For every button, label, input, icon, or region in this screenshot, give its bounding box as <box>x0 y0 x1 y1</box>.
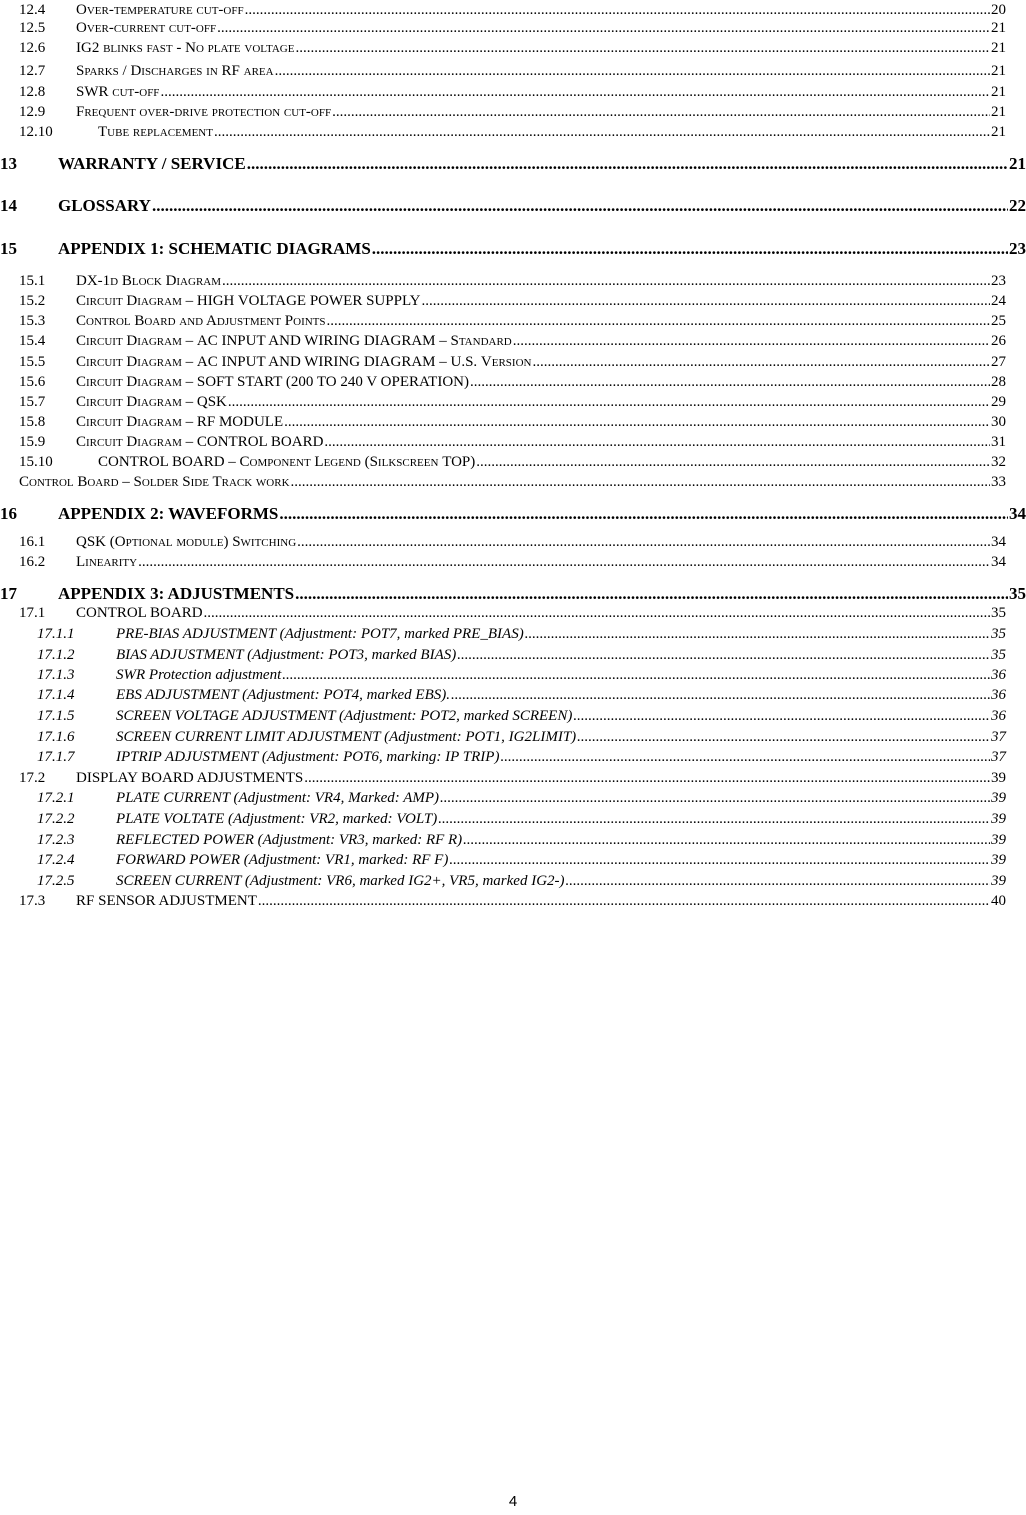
toc-entry[interactable] <box>19 0 1006 20</box>
toc-entry-title-part: Control Board and Adjustment Points <box>76 313 326 329</box>
toc-entry-title-part: Sparks / Discharges in RF area <box>76 63 274 79</box>
toc-entry-number: 15.9 <box>19 434 46 450</box>
toc-entry[interactable] <box>37 685 1006 705</box>
toc-entry-title-part: SCREEN CURRENT (Adjustment: VR6, marked IG2+, VR5, marked IG2-) <box>116 873 565 889</box>
toc-entry-number: 17 <box>0 584 17 603</box>
dot-leader <box>449 850 990 870</box>
dot-leader <box>214 122 990 142</box>
toc-entry-number: 17.1.3 <box>37 667 75 683</box>
toc-entry-page: 39 <box>991 852 1006 868</box>
toc-entry[interactable] <box>37 830 1006 850</box>
toc-entry-title-part: HIGH VOLTAGE POWER SUPPLY <box>196 293 421 309</box>
toc-entry-title-part: WARRANTY / SERVICE <box>58 154 246 173</box>
toc-entry-page: 22 <box>1009 196 1026 215</box>
toc-entry-title-part: Circuit Diagram – <box>76 333 197 349</box>
toc-entry[interactable] <box>19 352 1006 372</box>
toc-entry[interactable] <box>19 412 1006 432</box>
toc-entry-title <box>76 0 244 20</box>
toc-entry-page: 35 <box>1009 584 1026 603</box>
toc-entry-title <box>76 311 326 331</box>
dot-leader <box>258 891 990 911</box>
dot-leader <box>297 532 990 552</box>
toc-entry-title-part: APPENDIX 2: WAVEFORMS <box>58 504 279 523</box>
toc-entry-number: 15.1 <box>19 273 46 289</box>
toc-entry[interactable] <box>37 871 1006 891</box>
page-number: 4 <box>508 1493 518 1510</box>
toc-entry-number: 17.1.2 <box>37 647 75 663</box>
toc-entry-title-part: SWR Protection adjustment <box>116 667 282 683</box>
toc-entry-title <box>116 788 439 808</box>
toc-entry-title-part: APPENDIX 1: SCHEMATIC DIAGRAMS <box>58 239 371 258</box>
toc-entry-page: 34 <box>991 534 1006 550</box>
toc-entry-number: 17.1.5 <box>37 708 75 724</box>
toc-entry-title-part: GLOSSARY <box>58 196 151 215</box>
toc-entry[interactable] <box>19 452 1006 472</box>
toc-entry-title-part: REFLECTED POWER (Adjustment: VR3, marked: RF R) <box>116 832 463 848</box>
toc-entry-page: 39 <box>991 790 1006 806</box>
toc-entry-title <box>116 871 565 891</box>
dot-leader <box>324 432 990 452</box>
toc-entry-page: 31 <box>991 434 1006 450</box>
toc-entry-number: 12.6 <box>19 40 46 56</box>
toc-entry-title <box>116 850 448 870</box>
toc-entry-number: 17.1 <box>19 605 46 621</box>
dot-leader <box>573 706 990 726</box>
toc-entry-page: 21 <box>991 63 1006 79</box>
toc-entry-page: 21 <box>1009 154 1026 173</box>
toc-entry[interactable] <box>19 472 1006 492</box>
toc-entry[interactable] <box>19 331 1006 351</box>
toc-entry-number: 17.2 <box>19 770 46 786</box>
toc-entry-title <box>116 685 450 705</box>
toc-entry-page: 39 <box>991 873 1006 889</box>
dot-leader <box>282 665 990 685</box>
toc-entry-number: 16.1 <box>19 534 46 550</box>
toc-entry-number: 15.10 <box>19 454 53 470</box>
toc-entry-number: 12.5 <box>19 20 46 36</box>
toc-entry-title-part: SCREEN CURRENT LIMIT ADJUSTMENT (Adjustment: POT1, IG2LIMIT) <box>116 729 577 745</box>
dot-leader <box>513 331 990 351</box>
toc-entry-title-part: EBS ADJUSTMENT (Adjustment: POT4, marked EBS). <box>116 687 450 703</box>
toc-entry-page: 34 <box>991 554 1006 570</box>
dot-leader <box>421 291 990 311</box>
dot-leader <box>525 624 990 644</box>
toc-entry[interactable] <box>19 532 1006 552</box>
toc-entry-title <box>76 38 294 58</box>
toc-entry-number: 12.4 <box>19 2 46 18</box>
toc-entry[interactable] <box>19 432 1006 452</box>
toc-entry-title <box>19 472 290 492</box>
dot-leader <box>332 102 990 122</box>
toc-entry-title <box>116 645 456 665</box>
toc-entry-page: 20 <box>991 2 1006 18</box>
toc-entry-number: 17.2.2 <box>37 811 75 827</box>
dot-leader <box>222 271 990 291</box>
toc-entry-title <box>76 412 283 432</box>
toc-entry-title <box>116 809 437 829</box>
toc-entry-title-part: Circuit Diagram – <box>76 394 197 410</box>
toc-entry-title-part: – Component Legend (Silkscreen <box>224 454 443 470</box>
dot-leader <box>291 472 990 492</box>
toc-entry-title-part: Circuit Diagram – <box>76 293 197 309</box>
dot-leader <box>577 727 990 747</box>
toc-entry-page: 21 <box>991 20 1006 36</box>
toc-entry-title-part: Tube replacement <box>98 124 213 140</box>
toc-entry-title <box>58 194 151 218</box>
toc-entry-number: 17.3 <box>19 893 46 909</box>
toc-entry[interactable] <box>19 122 1006 142</box>
toc-entry-page: 27 <box>991 354 1006 370</box>
toc-entry-title-part: AC INPUT AND WIRING DIAGRAM – U.S. <box>196 354 481 370</box>
toc-entry[interactable] <box>19 891 1006 911</box>
toc-entry[interactable] <box>37 665 1006 685</box>
toc-entry-title-part: PLATE CURRENT (Adjustment: VR4, Marked: AMP) <box>116 790 440 806</box>
toc-entry[interactable] <box>37 645 1006 665</box>
toc-entry-page: 35 <box>991 647 1006 663</box>
toc-entry-page: 24 <box>991 293 1006 309</box>
toc-entry-number: 17.1.1 <box>37 626 75 642</box>
toc-entry-title-part: Circuit Diagram – <box>76 354 197 370</box>
toc-entry-title-part: CONTROL BOARD <box>196 434 324 450</box>
toc-entry-number: 17.1.4 <box>37 687 75 703</box>
dot-leader <box>532 352 990 372</box>
toc-entry-title <box>76 352 531 372</box>
dot-leader <box>275 61 990 81</box>
toc-entry-title-part: Circuit Diagram – <box>76 434 197 450</box>
toc-entry-title-part: – Standard <box>435 333 512 349</box>
toc-entry-number: 15.5 <box>19 354 46 370</box>
toc-entry-page: 28 <box>991 374 1006 390</box>
toc-entry-page: 34 <box>1009 504 1026 523</box>
toc-entry[interactable] <box>19 392 1006 412</box>
toc-entry-number: 15.6 <box>19 374 46 390</box>
toc-entry-title <box>58 152 246 176</box>
toc-entry-page: 21 <box>991 104 1006 120</box>
toc-entry-number: 15.4 <box>19 333 46 349</box>
dot-leader <box>247 152 1008 176</box>
toc-entry-page: 39 <box>991 770 1006 786</box>
toc-entry-title <box>116 830 462 850</box>
dot-leader <box>470 372 990 392</box>
toc-entry-page: 23 <box>991 273 1006 289</box>
toc-entry[interactable] <box>19 18 1006 38</box>
toc-entry-number: 15.2 <box>19 293 46 309</box>
toc-entry-title <box>76 891 257 911</box>
dot-leader <box>304 768 990 788</box>
toc-entry-title-part: SOFT START (200 TO 240 V OPERATION) <box>196 374 469 390</box>
dot-leader <box>245 0 990 20</box>
toc-entry-title <box>58 502 278 526</box>
toc-entry-page: 25 <box>991 313 1006 329</box>
toc-entry-number: 16 <box>0 504 17 523</box>
toc-entry-title-part: TOP) <box>442 454 476 470</box>
toc-entry-title-part: RF SENSOR ADJUSTMENT <box>76 893 257 909</box>
toc-entry-number: 15.7 <box>19 394 46 410</box>
toc-entry[interactable] <box>37 747 1006 767</box>
toc-entry-page: 35 <box>991 626 1006 642</box>
toc-entry-number: 17.2.1 <box>37 790 75 806</box>
toc-entry[interactable] <box>0 152 1026 176</box>
dot-leader <box>463 830 990 850</box>
toc-entry-title-part: FORWARD POWER (Adjustment: VR1, marked: RF F) <box>116 852 449 868</box>
toc-entry-title-part: PLATE VOLTATE (Adjustment: VR2, marked: VOLT) <box>116 811 438 827</box>
toc-entry-title-part: IG2 blinks fast - No plate voltage <box>76 40 295 56</box>
toc-entry-number: 17.1.6 <box>37 729 75 745</box>
toc-entry-title-part: CONTROL BOARD <box>98 454 225 470</box>
toc-entry-number: 12.10 <box>19 124 53 140</box>
toc-entry-page: 26 <box>991 333 1006 349</box>
toc-entry-title-part: SCREEN VOLTAGE ADJUSTMENT (Adjustment: POT2, marked SCREEN) <box>116 708 573 724</box>
toc-entry-number: 12.7 <box>19 63 46 79</box>
dot-leader <box>327 311 990 331</box>
dot-leader <box>228 392 990 412</box>
toc-entry-number: 14 <box>0 196 17 215</box>
dot-leader <box>217 18 990 38</box>
toc-entry-title <box>76 271 221 291</box>
toc-entry-title-part: ) <box>223 534 233 550</box>
toc-entry-title-part: QSK <box>196 394 227 410</box>
toc-entry-page: 37 <box>991 729 1006 745</box>
toc-entry[interactable] <box>19 38 1006 58</box>
toc-entry[interactable] <box>19 61 1006 81</box>
toc-entry-title <box>76 102 331 122</box>
toc-entry[interactable] <box>19 82 1006 102</box>
toc-entry[interactable] <box>19 291 1006 311</box>
toc-entry[interactable] <box>19 271 1006 291</box>
toc-entry-page: 35 <box>991 605 1006 621</box>
toc-entry-number: 15 <box>0 239 17 258</box>
toc-entry-title <box>76 82 159 102</box>
toc-entry-number: 16.2 <box>19 554 46 570</box>
toc-entry-title <box>76 532 296 552</box>
toc-entry-title-part: AC INPUT AND WIRING DIAGRAM <box>196 333 436 349</box>
dot-leader <box>138 552 990 572</box>
toc-entry-page: 21 <box>991 40 1006 56</box>
toc-entry-title <box>116 706 572 726</box>
toc-entry-number: 12.9 <box>19 104 46 120</box>
toc-entry-title <box>76 372 469 392</box>
toc-entry-title <box>58 237 371 261</box>
dot-leader <box>451 685 990 705</box>
toc-entry[interactable] <box>37 727 1006 747</box>
toc-entry-page: 36 <box>991 687 1006 703</box>
toc-entry-title <box>76 432 323 452</box>
toc-entry-page: 39 <box>991 832 1006 848</box>
toc-entry-page: 29 <box>991 394 1006 410</box>
toc-entry-title-part: PRE-BIAS ADJUSTMENT (Adjustment: POT7, marked PRE_BIAS) <box>116 626 524 642</box>
toc-entry-page: 32 <box>991 454 1006 470</box>
toc-entry-page: 21 <box>991 124 1006 140</box>
toc-entry-number: 17.1.7 <box>37 749 75 765</box>
toc-entry-title <box>98 452 475 472</box>
dot-leader <box>457 645 990 665</box>
toc-entry-number: 17.2.5 <box>37 873 75 889</box>
toc-entry-title-part: d Block Diagram <box>110 273 222 289</box>
toc-entry-page: 36 <box>991 667 1006 683</box>
toc-entry-page: 30 <box>991 414 1006 430</box>
dot-leader <box>440 788 990 808</box>
toc-entry-title-part: DISPLAY BOARD ADJUSTMENTS <box>76 770 304 786</box>
toc-entry-title-part: QSK ( <box>76 534 115 550</box>
toc-entry-page: 21 <box>991 84 1006 100</box>
toc-entry-title-part: Control Board – Solder Side Track work <box>19 474 290 490</box>
toc-entry-number: 15.8 <box>19 414 46 430</box>
toc-entry-number: 17.2.3 <box>37 832 75 848</box>
dot-leader <box>160 82 990 102</box>
toc-entry-title-part: Over-current cut-off <box>76 20 217 36</box>
dot-leader <box>566 871 990 891</box>
toc-entry-title-part: Circuit Diagram – <box>76 374 197 390</box>
toc-entry-title-part: BIAS ADJUSTMENT (Adjustment: POT3, marked BIAS) <box>116 647 457 663</box>
toc-entry-number: 12.8 <box>19 84 46 100</box>
dot-leader <box>438 809 990 829</box>
toc-entry-number: 15.3 <box>19 313 46 329</box>
toc-entry-title <box>76 18 216 38</box>
toc-entry[interactable] <box>19 768 1006 788</box>
toc-entry-title <box>76 768 303 788</box>
toc-entry-page: 39 <box>991 811 1006 827</box>
toc-entry[interactable] <box>37 809 1006 829</box>
toc-entry-title <box>116 665 281 685</box>
toc-entry[interactable] <box>19 552 1006 572</box>
toc-entry[interactable] <box>0 194 1026 218</box>
toc-entry-title <box>76 291 420 311</box>
toc-entry-number: 17.2.4 <box>37 852 75 868</box>
toc-entry-title-part: SWR cut-off <box>76 84 160 100</box>
toc-entry-page: 40 <box>991 893 1006 909</box>
toc-entry[interactable] <box>37 788 1006 808</box>
toc-entry-title-part: CONTROL BOARD <box>76 605 203 621</box>
dot-leader <box>204 603 990 623</box>
toc-entry[interactable] <box>19 311 1006 331</box>
toc-entry-page: 33 <box>991 474 1006 490</box>
toc-entry[interactable] <box>37 624 1006 644</box>
toc-entry-title <box>116 727 576 747</box>
toc-entry[interactable] <box>0 237 1026 261</box>
toc-entry-number: 13 <box>0 154 17 173</box>
toc-entry[interactable] <box>19 102 1006 122</box>
toc-entry-page: 36 <box>991 708 1006 724</box>
dot-leader <box>279 502 1008 526</box>
toc-entry-title <box>76 552 137 572</box>
toc-entry-title <box>98 122 213 142</box>
toc-entry[interactable] <box>19 603 1006 623</box>
toc-entry[interactable] <box>19 372 1006 392</box>
toc-entry-page: 37 <box>991 749 1006 765</box>
toc-entry-title <box>116 747 499 767</box>
toc-entry-title-part: DX-1 <box>76 273 111 289</box>
toc-entry-title-part: Circuit Diagram – <box>76 414 197 430</box>
toc-entry-page: 23 <box>1009 239 1026 258</box>
dot-leader <box>295 38 990 58</box>
toc-entry[interactable] <box>37 706 1006 726</box>
dot-leader <box>152 194 1008 218</box>
toc-entry-title-part: Over-temperature cut-off <box>76 2 244 18</box>
toc-entry-title <box>76 392 227 412</box>
toc-entry-title-part: Optional module <box>114 534 224 550</box>
toc-entry-title-part: IPTRIP ADJUSTMENT (Adjustment: POT6, marking: IP TRIP) <box>116 749 500 765</box>
toc-entry[interactable] <box>0 502 1026 526</box>
toc-entry[interactable] <box>37 850 1006 870</box>
toc-entry-title-part: Switching <box>232 534 297 550</box>
toc-entry-title-part: Linearity <box>76 554 138 570</box>
dot-leader <box>284 412 990 432</box>
dot-leader <box>372 237 1008 261</box>
toc-entry-title-part: Frequent over-drive protection cut-off <box>76 104 332 120</box>
toc-entry-title-part: RF MODULE <box>196 414 284 430</box>
dot-leader <box>476 452 990 472</box>
toc-entry-title <box>116 624 524 644</box>
toc-entry-title <box>76 603 203 623</box>
toc-entry-title <box>76 331 512 351</box>
toc-entry-title <box>76 61 274 81</box>
toc-entry-title-part: Version <box>480 354 532 370</box>
toc-entry-title-part: APPENDIX 3: ADJUSTMENTS <box>58 584 295 603</box>
dot-leader <box>500 747 990 767</box>
